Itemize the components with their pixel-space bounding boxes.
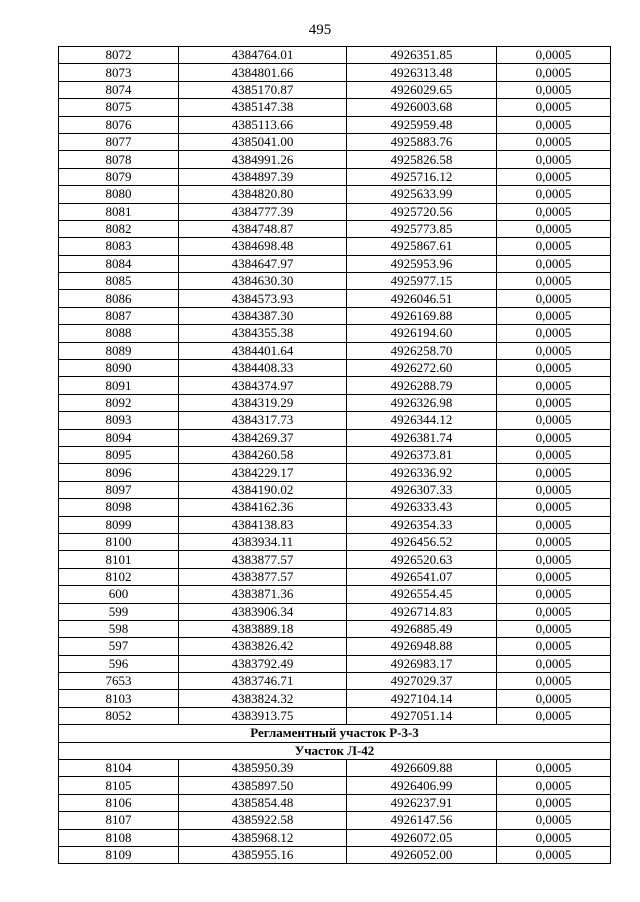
value-cell: 0,0005 bbox=[497, 220, 611, 237]
y-coordinate-cell: 4926288.79 bbox=[347, 377, 497, 394]
point-number-cell: 8097 bbox=[59, 481, 179, 498]
point-number-cell: 8108 bbox=[59, 829, 179, 846]
x-coordinate-cell: 4383913.75 bbox=[179, 707, 347, 724]
y-coordinate-cell: 4926147.56 bbox=[347, 812, 497, 829]
x-coordinate-cell: 4385968.12 bbox=[179, 829, 347, 846]
y-coordinate-cell: 4927029.37 bbox=[347, 673, 497, 690]
table-row bbox=[59, 760, 611, 777]
point-number-cell: 8077 bbox=[59, 133, 179, 150]
x-coordinate-cell: 4385950.39 bbox=[179, 760, 347, 777]
point-number-cell: 8089 bbox=[59, 342, 179, 359]
y-coordinate-cell: 4926554.45 bbox=[347, 586, 497, 603]
value-cell: 0,0005 bbox=[497, 829, 611, 846]
value-cell: 0,0005 bbox=[497, 760, 611, 777]
table-row bbox=[59, 273, 611, 290]
y-coordinate-cell: 4925633.99 bbox=[347, 186, 497, 203]
x-coordinate-cell: 4385955.16 bbox=[179, 846, 347, 863]
y-coordinate-cell: 4926046.51 bbox=[347, 290, 497, 307]
point-number-cell: 599 bbox=[59, 603, 179, 620]
y-coordinate-cell: 4926983.17 bbox=[347, 655, 497, 672]
value-cell: 0,0005 bbox=[497, 603, 611, 620]
point-number-cell: 8080 bbox=[59, 186, 179, 203]
table-row bbox=[59, 133, 611, 150]
y-coordinate-cell: 4925720.56 bbox=[347, 203, 497, 220]
x-coordinate-cell: 4384162.36 bbox=[179, 499, 347, 516]
table-row bbox=[59, 846, 611, 863]
table-row bbox=[59, 777, 611, 794]
x-coordinate-cell: 4385897.50 bbox=[179, 777, 347, 794]
table-row bbox=[59, 151, 611, 168]
point-number-cell: 8052 bbox=[59, 707, 179, 724]
table-row bbox=[59, 446, 611, 463]
page-number: 495 bbox=[308, 22, 332, 38]
point-number-cell: 8102 bbox=[59, 568, 179, 585]
section-title-plot: Участок Л-42 bbox=[59, 742, 611, 759]
point-number-cell: 8073 bbox=[59, 64, 179, 81]
y-coordinate-cell: 4925773.85 bbox=[347, 220, 497, 237]
table-row bbox=[59, 794, 611, 811]
value-cell: 0,0005 bbox=[497, 186, 611, 203]
x-coordinate-cell: 4385922.58 bbox=[179, 812, 347, 829]
y-coordinate-cell: 4926609.88 bbox=[347, 760, 497, 777]
value-cell: 0,0005 bbox=[497, 777, 611, 794]
y-coordinate-cell: 4926714.83 bbox=[347, 603, 497, 620]
point-number-cell: 7653 bbox=[59, 673, 179, 690]
value-cell: 0,0005 bbox=[497, 655, 611, 672]
table-row bbox=[59, 568, 611, 585]
y-coordinate-cell: 4925716.12 bbox=[347, 168, 497, 185]
y-coordinate-cell: 4926373.81 bbox=[347, 446, 497, 463]
y-coordinate-cell: 4926381.74 bbox=[347, 429, 497, 446]
value-cell: 0,0005 bbox=[497, 586, 611, 603]
value-cell: 0,0005 bbox=[497, 551, 611, 568]
x-coordinate-cell: 4384764.01 bbox=[179, 47, 347, 64]
point-number-cell: 8091 bbox=[59, 377, 179, 394]
y-coordinate-cell: 4926072.05 bbox=[347, 829, 497, 846]
table-row bbox=[59, 829, 611, 846]
x-coordinate-cell: 4385113.66 bbox=[179, 116, 347, 133]
table-row bbox=[59, 168, 611, 185]
x-coordinate-cell: 4384820.80 bbox=[179, 186, 347, 203]
table-row bbox=[59, 551, 611, 568]
point-number-cell: 8083 bbox=[59, 238, 179, 255]
point-number-cell: 8098 bbox=[59, 499, 179, 516]
x-coordinate-cell: 4383824.32 bbox=[179, 690, 347, 707]
point-number-cell: 8088 bbox=[59, 325, 179, 342]
section-row-regulation bbox=[59, 725, 611, 742]
y-coordinate-cell: 4925867.61 bbox=[347, 238, 497, 255]
x-coordinate-cell: 4383889.18 bbox=[179, 620, 347, 637]
y-coordinate-cell: 4926333.43 bbox=[347, 499, 497, 516]
point-number-cell: 8094 bbox=[59, 429, 179, 446]
y-coordinate-cell: 4926354.33 bbox=[347, 516, 497, 533]
value-cell: 0,0005 bbox=[497, 638, 611, 655]
point-number-cell: 600 bbox=[59, 586, 179, 603]
table-row bbox=[59, 377, 611, 394]
table-row bbox=[59, 429, 611, 446]
point-number-cell: 596 bbox=[59, 655, 179, 672]
value-cell: 0,0005 bbox=[497, 64, 611, 81]
table-row bbox=[59, 481, 611, 498]
value-cell: 0,0005 bbox=[497, 273, 611, 290]
x-coordinate-cell: 4384355.38 bbox=[179, 325, 347, 342]
y-coordinate-cell: 4926258.70 bbox=[347, 342, 497, 359]
point-number-cell: 8090 bbox=[59, 360, 179, 377]
y-coordinate-cell: 4925883.76 bbox=[347, 133, 497, 150]
y-coordinate-cell: 4926313.48 bbox=[347, 64, 497, 81]
table-row bbox=[59, 655, 611, 672]
x-coordinate-cell: 4384317.73 bbox=[179, 412, 347, 429]
table-row bbox=[59, 186, 611, 203]
x-coordinate-cell: 4384229.17 bbox=[179, 464, 347, 481]
coordinates-table-wrap bbox=[58, 46, 610, 864]
y-coordinate-cell: 4925977.15 bbox=[347, 273, 497, 290]
table-row bbox=[59, 99, 611, 116]
table-row bbox=[59, 360, 611, 377]
table-row bbox=[59, 394, 611, 411]
y-coordinate-cell: 4926520.63 bbox=[347, 551, 497, 568]
y-coordinate-cell: 4926052.00 bbox=[347, 846, 497, 863]
x-coordinate-cell: 4384319.29 bbox=[179, 394, 347, 411]
point-number-cell: 8109 bbox=[59, 846, 179, 863]
x-coordinate-cell: 4384801.66 bbox=[179, 64, 347, 81]
y-coordinate-cell: 4925959.48 bbox=[347, 116, 497, 133]
point-number-cell: 8099 bbox=[59, 516, 179, 533]
value-cell: 0,0005 bbox=[497, 238, 611, 255]
point-number-cell: 8093 bbox=[59, 412, 179, 429]
x-coordinate-cell: 4383792.49 bbox=[179, 655, 347, 672]
x-coordinate-cell: 4385854.48 bbox=[179, 794, 347, 811]
y-coordinate-cell: 4926326.98 bbox=[347, 394, 497, 411]
value-cell: 0,0005 bbox=[497, 499, 611, 516]
y-coordinate-cell: 4926237.91 bbox=[347, 794, 497, 811]
x-coordinate-cell: 4383906.34 bbox=[179, 603, 347, 620]
value-cell: 0,0005 bbox=[497, 446, 611, 463]
section-title-regulation: Регламентный участок Р-3-3 bbox=[59, 725, 611, 742]
section-headers bbox=[59, 725, 611, 760]
point-number-cell: 8074 bbox=[59, 81, 179, 98]
y-coordinate-cell: 4926336.92 bbox=[347, 464, 497, 481]
point-number-cell: 597 bbox=[59, 638, 179, 655]
point-number-cell: 8086 bbox=[59, 290, 179, 307]
y-coordinate-cell: 4926307.33 bbox=[347, 481, 497, 498]
y-coordinate-cell: 4925953.96 bbox=[347, 255, 497, 272]
point-number-cell: 8079 bbox=[59, 168, 179, 185]
table-row bbox=[59, 586, 611, 603]
x-coordinate-cell: 4384408.33 bbox=[179, 360, 347, 377]
x-coordinate-cell: 4384777.39 bbox=[179, 203, 347, 220]
table-row bbox=[59, 412, 611, 429]
table-row bbox=[59, 290, 611, 307]
y-coordinate-cell: 4926948.88 bbox=[347, 638, 497, 655]
value-cell: 0,0005 bbox=[497, 99, 611, 116]
y-coordinate-cell: 4927051.14 bbox=[347, 707, 497, 724]
table-row bbox=[59, 638, 611, 655]
value-cell: 0,0005 bbox=[497, 360, 611, 377]
x-coordinate-cell: 4383934.11 bbox=[179, 533, 347, 550]
table-row bbox=[59, 325, 611, 342]
coordinates-table bbox=[58, 46, 611, 864]
table-row bbox=[59, 255, 611, 272]
y-coordinate-cell: 4926406.99 bbox=[347, 777, 497, 794]
y-coordinate-cell: 4926541.07 bbox=[347, 568, 497, 585]
table-row bbox=[59, 47, 611, 64]
point-number-cell: 8096 bbox=[59, 464, 179, 481]
x-coordinate-cell: 4383877.57 bbox=[179, 568, 347, 585]
y-coordinate-cell: 4927104.14 bbox=[347, 690, 497, 707]
x-coordinate-cell: 4384647.97 bbox=[179, 255, 347, 272]
table-row bbox=[59, 342, 611, 359]
point-number-cell: 8072 bbox=[59, 47, 179, 64]
value-cell: 0,0005 bbox=[497, 255, 611, 272]
table-row bbox=[59, 203, 611, 220]
table-row bbox=[59, 812, 611, 829]
value-cell: 0,0005 bbox=[497, 690, 611, 707]
point-number-cell: 8087 bbox=[59, 307, 179, 324]
value-cell: 0,0005 bbox=[497, 151, 611, 168]
value-cell: 0,0005 bbox=[497, 377, 611, 394]
point-number-cell: 8104 bbox=[59, 760, 179, 777]
point-number-cell: 8107 bbox=[59, 812, 179, 829]
y-coordinate-cell: 4926194.60 bbox=[347, 325, 497, 342]
table-body-bottom bbox=[59, 760, 611, 864]
value-cell: 0,0005 bbox=[497, 168, 611, 185]
value-cell: 0,0005 bbox=[497, 481, 611, 498]
x-coordinate-cell: 4384138.83 bbox=[179, 516, 347, 533]
x-coordinate-cell: 4384190.02 bbox=[179, 481, 347, 498]
x-coordinate-cell: 4384387.30 bbox=[179, 307, 347, 324]
table-row bbox=[59, 516, 611, 533]
point-number-cell: 8076 bbox=[59, 116, 179, 133]
point-number-cell: 8082 bbox=[59, 220, 179, 237]
x-coordinate-cell: 4384269.37 bbox=[179, 429, 347, 446]
table-row bbox=[59, 603, 611, 620]
value-cell: 0,0005 bbox=[497, 846, 611, 863]
point-number-cell: 8078 bbox=[59, 151, 179, 168]
table-body-top bbox=[59, 47, 611, 725]
x-coordinate-cell: 4384630.30 bbox=[179, 273, 347, 290]
value-cell: 0,0005 bbox=[497, 533, 611, 550]
table-row bbox=[59, 533, 611, 550]
point-number-cell: 8092 bbox=[59, 394, 179, 411]
x-coordinate-cell: 4383871.36 bbox=[179, 586, 347, 603]
value-cell: 0,0005 bbox=[497, 81, 611, 98]
table-row bbox=[59, 464, 611, 481]
value-cell: 0,0005 bbox=[497, 429, 611, 446]
value-cell: 0,0005 bbox=[497, 116, 611, 133]
x-coordinate-cell: 4384991.26 bbox=[179, 151, 347, 168]
x-coordinate-cell: 4383826.42 bbox=[179, 638, 347, 655]
table-row bbox=[59, 690, 611, 707]
y-coordinate-cell: 4926351.85 bbox=[347, 47, 497, 64]
table-row bbox=[59, 81, 611, 98]
point-number-cell: 8084 bbox=[59, 255, 179, 272]
point-number-cell: 598 bbox=[59, 620, 179, 637]
section-row-plot bbox=[59, 742, 611, 759]
value-cell: 0,0005 bbox=[497, 568, 611, 585]
table-row bbox=[59, 64, 611, 81]
x-coordinate-cell: 4384748.87 bbox=[179, 220, 347, 237]
x-coordinate-cell: 4383877.57 bbox=[179, 551, 347, 568]
value-cell: 0,0005 bbox=[497, 325, 611, 342]
x-coordinate-cell: 4385147.38 bbox=[179, 99, 347, 116]
x-coordinate-cell: 4384897.39 bbox=[179, 168, 347, 185]
y-coordinate-cell: 4926003.68 bbox=[347, 99, 497, 116]
table-row bbox=[59, 307, 611, 324]
table-row bbox=[59, 238, 611, 255]
value-cell: 0,0005 bbox=[497, 47, 611, 64]
y-coordinate-cell: 4926456.52 bbox=[347, 533, 497, 550]
value-cell: 0,0005 bbox=[497, 412, 611, 429]
point-number-cell: 8100 bbox=[59, 533, 179, 550]
value-cell: 0,0005 bbox=[497, 133, 611, 150]
value-cell: 0,0005 bbox=[497, 620, 611, 637]
table-row bbox=[59, 620, 611, 637]
value-cell: 0,0005 bbox=[497, 673, 611, 690]
table-row bbox=[59, 673, 611, 690]
x-coordinate-cell: 4384374.97 bbox=[179, 377, 347, 394]
value-cell: 0,0005 bbox=[497, 707, 611, 724]
value-cell: 0,0005 bbox=[497, 290, 611, 307]
point-number-cell: 8075 bbox=[59, 99, 179, 116]
table-row bbox=[59, 116, 611, 133]
x-coordinate-cell: 4384698.48 bbox=[179, 238, 347, 255]
point-number-cell: 8101 bbox=[59, 551, 179, 568]
point-number-cell: 8105 bbox=[59, 777, 179, 794]
y-coordinate-cell: 4926272.60 bbox=[347, 360, 497, 377]
y-coordinate-cell: 4926169.88 bbox=[347, 307, 497, 324]
x-coordinate-cell: 4385170.87 bbox=[179, 81, 347, 98]
value-cell: 0,0005 bbox=[497, 342, 611, 359]
point-number-cell: 8106 bbox=[59, 794, 179, 811]
value-cell: 0,0005 bbox=[497, 307, 611, 324]
x-coordinate-cell: 4383746.71 bbox=[179, 673, 347, 690]
x-coordinate-cell: 4384260.58 bbox=[179, 446, 347, 463]
point-number-cell: 8081 bbox=[59, 203, 179, 220]
point-number-cell: 8095 bbox=[59, 446, 179, 463]
point-number-cell: 8085 bbox=[59, 273, 179, 290]
value-cell: 0,0005 bbox=[497, 812, 611, 829]
y-coordinate-cell: 4926029.65 bbox=[347, 81, 497, 98]
y-coordinate-cell: 4926885.49 bbox=[347, 620, 497, 637]
y-coordinate-cell: 4926344.12 bbox=[347, 412, 497, 429]
table-row bbox=[59, 220, 611, 237]
x-coordinate-cell: 4385041.00 bbox=[179, 133, 347, 150]
value-cell: 0,0005 bbox=[497, 203, 611, 220]
value-cell: 0,0005 bbox=[497, 794, 611, 811]
x-coordinate-cell: 4384401.64 bbox=[179, 342, 347, 359]
value-cell: 0,0005 bbox=[497, 464, 611, 481]
point-number-cell: 8103 bbox=[59, 690, 179, 707]
y-coordinate-cell: 4925826.58 bbox=[347, 151, 497, 168]
value-cell: 0,0005 bbox=[497, 516, 611, 533]
table-row bbox=[59, 707, 611, 724]
table-row bbox=[59, 499, 611, 516]
x-coordinate-cell: 4384573.93 bbox=[179, 290, 347, 307]
value-cell: 0,0005 bbox=[497, 394, 611, 411]
